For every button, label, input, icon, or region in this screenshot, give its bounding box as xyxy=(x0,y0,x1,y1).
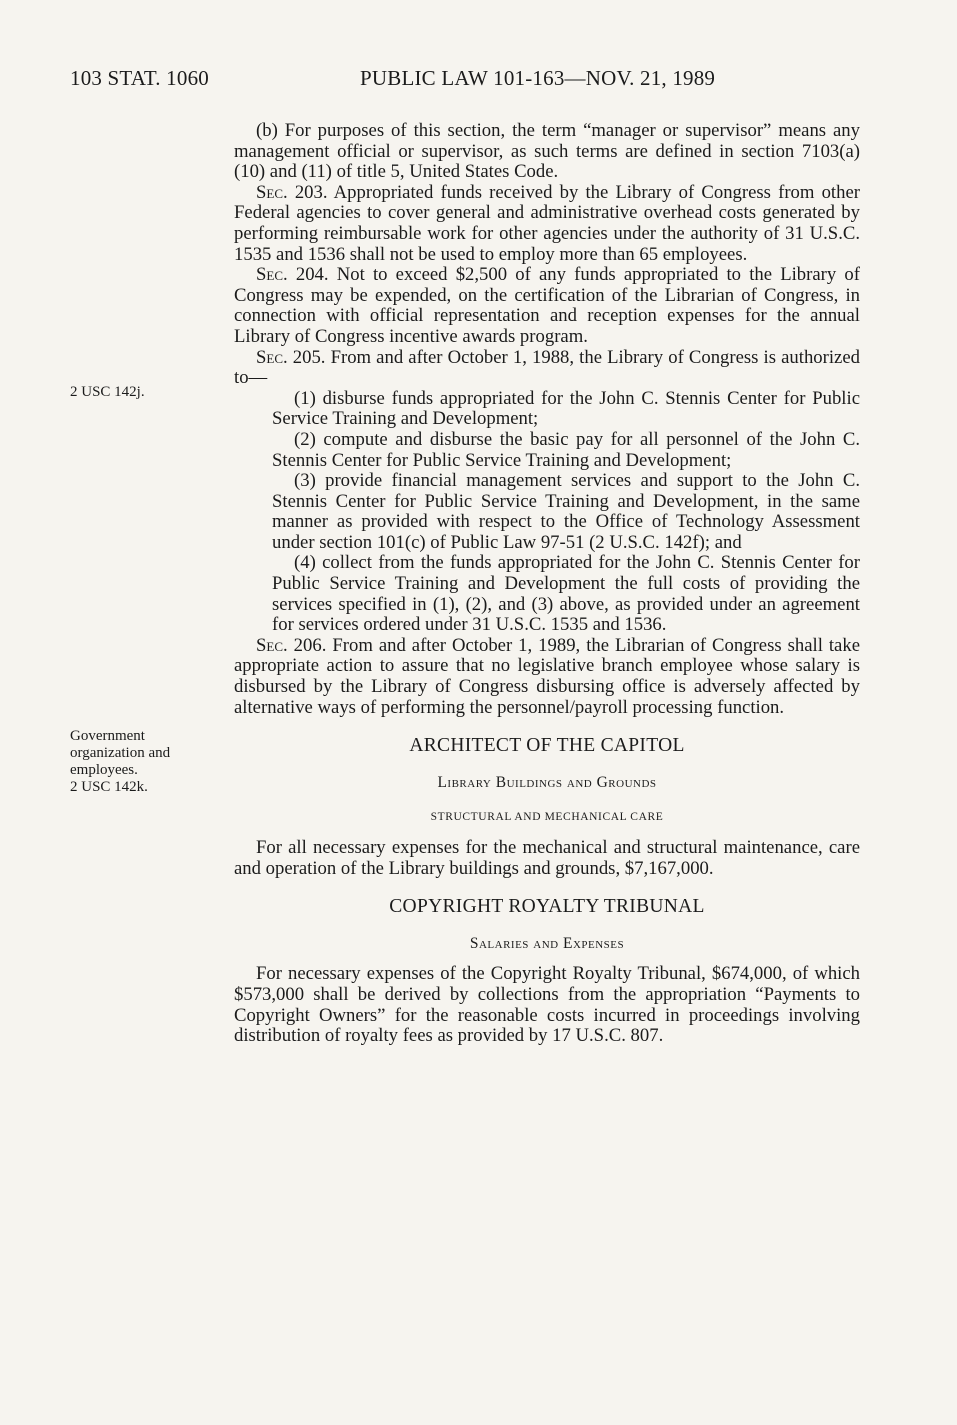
heading-copyright-tribunal: COPYRIGHT ROYALTY TRIBUNAL xyxy=(389,896,705,918)
section-text: From and after October 1, 1988, the Library of Congress is authorized to— xyxy=(234,346,860,389)
paragraph-b: (b) For purposes of this section, the term “manager or supervisor” means any management official or supervisor, as such terms are defined in section 7103(a) (10) and (11) of title 5, United States Code. xyxy=(234,120,860,183)
heading-architect: ARCHITECT OF THE CAPITOL xyxy=(409,735,685,757)
section-label: Sec. 203. xyxy=(256,181,328,203)
list-item: (4) collect from the funds appropriated for the John C. Stennis Center for Public Service Training and Development the full costs of providing the services specified in (1), (2), and (3) above, as provided under an agreement for services ordered under 31 U.S.C. 1535 and 1536. xyxy=(272,552,860,636)
copyright-paragraph: For necessary expenses of the Copyright Royalty Tribunal, $674,000, of which $573,000 shall be derived by collections from the appropriation “Payments to Copyright Owners” for the reasonable costs incurred in proceedings involving distribution of royalty fees as provided by 17 U.S.C. 807. xyxy=(234,963,860,1047)
section-text: From and after October 1, 1989, the Librarian of Congress shall take appropriate action to assure that no legislative branch employee whose salary is disbursed by the Library of Congress disbursing office is adversely affected by alternative ways of performing the personnel/payroll processing function. xyxy=(234,634,860,718)
list-item: (1) disburse funds appropriated for the John C. Stennis Center for Public Service Training and Development; xyxy=(272,387,860,430)
section-label: Sec. 205. xyxy=(256,346,326,368)
subheading-library-buildings: Library Buildings and Grounds xyxy=(437,773,657,791)
subheading-salaries: Salaries and Expenses xyxy=(469,934,625,952)
margin-note-line: organization and xyxy=(70,745,171,761)
list-item: (2) compute and disburse the basic pay for all personnel of the John C. Stennis Center for Public Service Training and Development; xyxy=(272,428,860,471)
subsubheading-structural-care: STRUCTURAL AND MECHANICAL CARE xyxy=(430,811,664,824)
section-206 xyxy=(234,636,860,718)
section-text: Not to exceed $2,500 of any funds appropriated to the Library of Congress may be expended, on the certification of the Librarian of Congress, in connection with official representation and reception expenses for the annual Library of Congress incentive awards program. xyxy=(234,264,860,347)
law-title: PUBLIC LAW 101-163—NOV. 21, 1989 xyxy=(360,66,716,90)
section-203 xyxy=(234,183,860,265)
margin-note-line: Government xyxy=(70,728,145,744)
body-text xyxy=(234,121,860,1047)
margin-note-line: employees. xyxy=(70,762,138,778)
section-label: Sec. 206. xyxy=(256,634,327,656)
section-205 xyxy=(234,348,860,389)
page-header xyxy=(70,66,890,96)
architect-paragraph: For all necessary expenses for the mechanical and structural maintenance, care and operation of the Library buildings and grounds, $7,167,000. xyxy=(234,837,860,879)
section-label: Sec. 204. xyxy=(256,264,329,286)
section-text: Appropriated funds received by the Library of Congress from other Federal agencies to cover general and administrative overhead costs generated by performing reimbursable work for other agencies under the authority of 31 U.S.C. 1535 and 1536 shall not be used to employ more than 65 employees. xyxy=(234,181,860,265)
margin-note-line: 2 USC 142k. xyxy=(70,779,148,795)
page-number: 103 STAT. 1060 xyxy=(70,66,209,90)
margin-note-2usc142j: 2 USC 142j. xyxy=(70,384,145,400)
margin-note-government xyxy=(70,728,220,796)
section-204 xyxy=(234,265,860,347)
list-item: (3) provide financial management services and support to the John C. Stennis Center for Public Service Training and Development, in the same manner as provided with respect to the Office of Technology Assessment under section 101(c) of Public Law 97-51 (2 U.S.C. 142f); and xyxy=(272,470,860,553)
